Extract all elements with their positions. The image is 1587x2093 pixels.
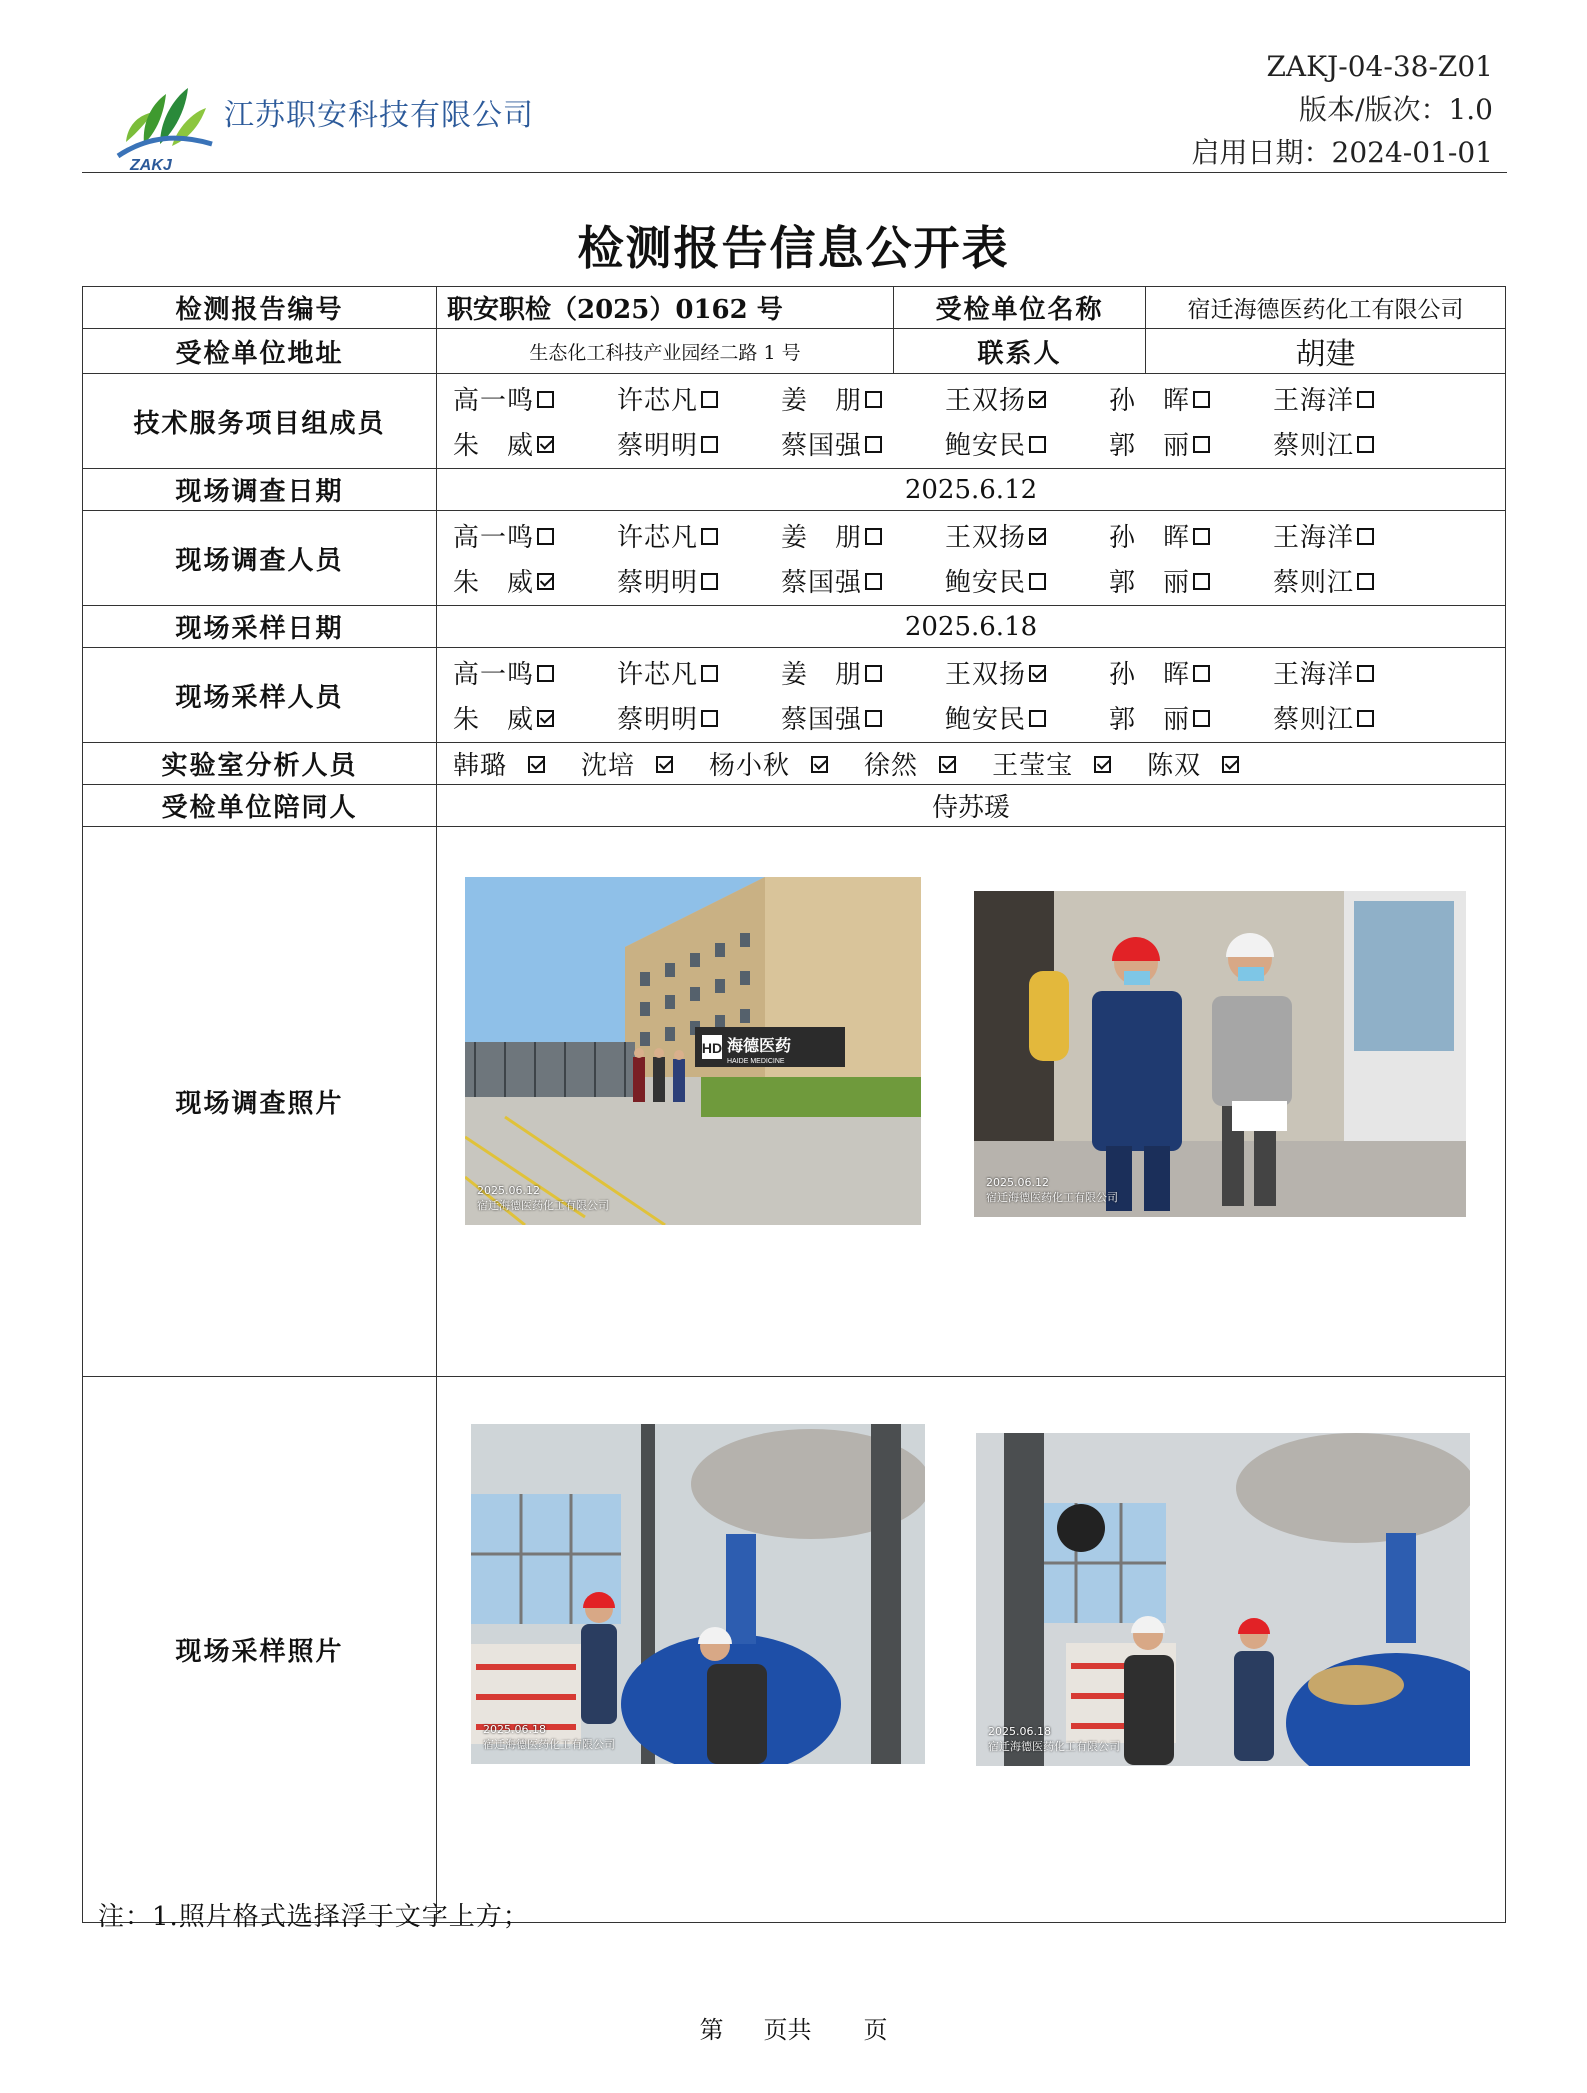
member-entry (1273, 425, 1437, 462)
sample-staff-label: 现场采样人员 (83, 648, 437, 743)
member-name: 朱 威 (453, 568, 535, 598)
member-entry (617, 380, 781, 417)
svg-text:海德医药: 海德医药 (727, 1036, 792, 1055)
member-checkbox[interactable] (865, 573, 882, 590)
page-footer (0, 2010, 1587, 2045)
member-name: 孙 晖 (1109, 660, 1191, 690)
member-checkbox[interactable] (528, 756, 545, 773)
survey-staff-label: 现场调查人员 (83, 511, 437, 606)
member-name: 蔡明明 (617, 568, 699, 598)
page-header (82, 40, 1507, 173)
survey-photo-label: 现场调查照片 (83, 827, 437, 1377)
member-name: 郭 丽 (1109, 431, 1191, 461)
member-entry (945, 562, 1109, 599)
member-checkbox[interactable] (537, 528, 554, 545)
member-checkbox[interactable] (1193, 710, 1210, 727)
member-checkbox[interactable] (1193, 665, 1210, 682)
member-checkbox[interactable] (701, 665, 718, 682)
member-name: 孙 晖 (1109, 386, 1191, 416)
member-checkbox[interactable] (1357, 436, 1374, 453)
member-entry (992, 751, 1129, 781)
lab-staff-list (447, 745, 1495, 782)
svg-text:HD: HD (701, 1040, 723, 1056)
sample-date-value: 2025.6.18 (437, 606, 1506, 648)
member-entry (945, 425, 1109, 462)
escort-value: 侍苏瑗 (437, 785, 1506, 827)
member-name: 王双扬 (945, 523, 1027, 553)
report-no-label: 检测报告编号 (83, 287, 437, 329)
footer-ye-gong: 页共 (763, 2016, 812, 2044)
doc-date: 启用日期：2024-01-01 (1191, 136, 1493, 169)
sample-photo-label: 现场采样照片 (83, 1377, 437, 1923)
member-entry (945, 699, 1109, 736)
member-checkbox[interactable] (537, 391, 554, 408)
sample-photo-reactor-2 (976, 1433, 1470, 1766)
sample-staff-list (447, 648, 1495, 742)
member-entry (581, 751, 691, 781)
member-checkbox[interactable] (865, 665, 882, 682)
member-name: 许芯凡 (617, 386, 699, 416)
member-entry (453, 562, 617, 599)
company-logo (108, 64, 218, 174)
member-entry (617, 654, 781, 691)
member-checkbox[interactable] (701, 436, 718, 453)
member-name: 高一鸣 (453, 660, 535, 690)
member-name: 鲍安民 (945, 431, 1027, 461)
member-name: 郭 丽 (1109, 568, 1191, 598)
member-name: 王双扬 (945, 386, 1027, 416)
member-checkbox[interactable] (1193, 573, 1210, 590)
member-entry (1109, 654, 1273, 691)
survey-photo-building-caption: 2025.06.12 宿迁海德医药化工有限公司 (477, 1184, 609, 1212)
member-entry (453, 517, 617, 554)
member-entry (781, 654, 945, 691)
member-checkbox[interactable] (865, 391, 882, 408)
member-name: 许芯凡 (617, 523, 699, 553)
member-name: 朱 威 (453, 705, 535, 735)
member-entry (945, 654, 1109, 691)
contact-value: 胡建 (1146, 329, 1506, 374)
member-checkbox[interactable] (1357, 391, 1374, 408)
member-entry (709, 751, 846, 781)
member-name: 蔡则江 (1273, 568, 1355, 598)
member-name: 许芯凡 (617, 660, 699, 690)
member-entry (781, 699, 945, 736)
sample-date-label: 现场采样日期 (83, 606, 437, 648)
member-checkbox[interactable] (1029, 573, 1046, 590)
member-checkbox[interactable] (1357, 573, 1374, 590)
member-entry (617, 517, 781, 554)
member-name: 鲍安民 (945, 568, 1027, 598)
member-name: 郭 丽 (1109, 705, 1191, 735)
member-name: 王海洋 (1273, 660, 1355, 690)
member-entry (453, 699, 617, 736)
member-name: 蔡则江 (1273, 705, 1355, 735)
member-name: 姜 朋 (781, 386, 863, 416)
member-checkbox[interactable] (1193, 436, 1210, 453)
member-name: 韩璐 (453, 751, 508, 781)
footer-ye: 页 (863, 2016, 888, 2044)
member-name: 高一鸣 (453, 386, 535, 416)
document-meta (1192, 45, 1493, 174)
unit-name-label: 受检单位名称 (894, 287, 1146, 329)
member-name: 王莹宝 (992, 751, 1074, 781)
member-name: 蔡国强 (781, 431, 863, 461)
lab-staff-label: 实验室分析人员 (83, 743, 437, 785)
member-entry (1273, 380, 1437, 417)
member-entry (1273, 654, 1437, 691)
member-entry (1109, 562, 1273, 599)
member-checkbox[interactable] (701, 391, 718, 408)
member-entry (945, 380, 1109, 417)
member-entry (1109, 380, 1273, 417)
member-entry (453, 654, 617, 691)
member-name: 蔡国强 (781, 705, 863, 735)
member-checkbox[interactable] (865, 436, 882, 453)
sample-photo-reactor-1 (471, 1424, 925, 1764)
tech-members-label: 技术服务项目组成员 (83, 374, 437, 469)
member-checkbox[interactable] (1357, 528, 1374, 545)
unit-name-value: 宿迁海德医药化工有限公司 (1146, 287, 1506, 329)
member-checkbox[interactable] (537, 573, 554, 590)
member-entry (617, 699, 781, 736)
member-checkbox[interactable] (1222, 756, 1239, 773)
member-name: 蔡国强 (781, 568, 863, 598)
member-name: 杨小秋 (709, 751, 791, 781)
member-checkbox[interactable] (656, 756, 673, 773)
member-checkbox[interactable] (1193, 391, 1210, 408)
member-name: 陈双 (1147, 751, 1202, 781)
member-name: 王海洋 (1273, 523, 1355, 553)
member-checkbox[interactable] (1357, 710, 1374, 727)
survey-staff-list (447, 511, 1495, 605)
member-name: 王双扬 (945, 660, 1027, 690)
member-name: 王海洋 (1273, 386, 1355, 416)
company-name: 江苏职安科技有限公司 (224, 98, 534, 133)
sample-photo-reactor-1-caption: 2025.06.18 宿迁海德医药化工有限公司 (483, 1723, 615, 1751)
member-entry (945, 517, 1109, 554)
member-name: 蔡明明 (617, 705, 699, 735)
member-name: 蔡则江 (1273, 431, 1355, 461)
member-entry (453, 425, 617, 462)
member-checkbox[interactable] (1029, 528, 1046, 545)
member-checkbox[interactable] (1029, 665, 1046, 682)
member-name: 鲍安民 (945, 705, 1027, 735)
member-entry (1147, 751, 1257, 781)
member-checkbox[interactable] (701, 573, 718, 590)
member-entry (1109, 425, 1273, 462)
member-entry (453, 380, 617, 417)
member-checkbox[interactable] (1029, 710, 1046, 727)
member-entry (617, 562, 781, 599)
survey-photo-people (974, 891, 1466, 1217)
member-checkbox[interactable] (1029, 436, 1046, 453)
member-checkbox[interactable] (865, 528, 882, 545)
member-name: 高一鸣 (453, 523, 535, 553)
member-entry (1109, 699, 1273, 736)
member-checkbox[interactable] (701, 710, 718, 727)
member-name: 孙 晖 (1109, 523, 1191, 553)
survey-photo-building (465, 877, 921, 1225)
member-name: 蔡明明 (617, 431, 699, 461)
member-checkbox[interactable] (537, 710, 554, 727)
member-entry (781, 562, 945, 599)
svg-text:HAIDE MEDICINE: HAIDE MEDICINE (727, 1058, 785, 1065)
survey-date-value: 2025.6.12 (437, 469, 1506, 511)
member-checkbox[interactable] (811, 756, 828, 773)
member-checkbox[interactable] (1094, 756, 1111, 773)
member-entry (781, 425, 945, 462)
footnote: 注：1.照片格式选择浮于文字上方； (98, 1902, 530, 1932)
member-entry (1273, 517, 1437, 554)
member-entry (453, 751, 563, 781)
member-entry (617, 425, 781, 462)
member-entry (781, 517, 945, 554)
member-checkbox[interactable] (939, 756, 956, 773)
member-entry (864, 751, 974, 781)
doc-code: ZAKJ-04-38-Z01 (1266, 50, 1493, 83)
address-value: 生态化工科技产业园经二路 1 号 (437, 329, 894, 374)
escort-label: 受检单位陪同人 (83, 785, 437, 827)
page-title: 检测报告信息公开表 (577, 221, 1010, 275)
tech-members-list (447, 374, 1495, 468)
survey-date-label: 现场调查日期 (83, 469, 437, 511)
survey-photo-people-caption: 2025.06.12 宿迁海德医药化工有限公司 (986, 1176, 1118, 1204)
member-name: 姜 朋 (781, 523, 863, 553)
member-checkbox[interactable] (1357, 665, 1374, 682)
member-entry (1273, 699, 1437, 736)
contact-label: 联系人 (894, 329, 1146, 374)
report-no-value: 职安职检（2025）0162 号 (437, 287, 894, 329)
member-checkbox[interactable] (701, 528, 718, 545)
member-checkbox[interactable] (1193, 528, 1210, 545)
member-checkbox[interactable] (537, 665, 554, 682)
member-name: 徐然 (864, 751, 919, 781)
address-label: 受检单位地址 (83, 329, 437, 374)
member-entry (1109, 517, 1273, 554)
footer-di: 第 (699, 2016, 724, 2044)
member-checkbox[interactable] (537, 436, 554, 453)
member-name: 沈培 (581, 751, 636, 781)
member-entry (1273, 562, 1437, 599)
svg-text:ZAKJ: ZAKJ (130, 157, 172, 174)
member-name: 姜 朋 (781, 660, 863, 690)
member-checkbox[interactable] (1029, 391, 1046, 408)
member-name: 朱 威 (453, 431, 535, 461)
sample-photo-reactor-2-caption: 2025.06.18 宿迁海德医药化工有限公司 (988, 1725, 1120, 1753)
doc-version: 版本/版次：1.0 (1299, 93, 1493, 126)
member-checkbox[interactable] (865, 710, 882, 727)
member-entry (781, 380, 945, 417)
